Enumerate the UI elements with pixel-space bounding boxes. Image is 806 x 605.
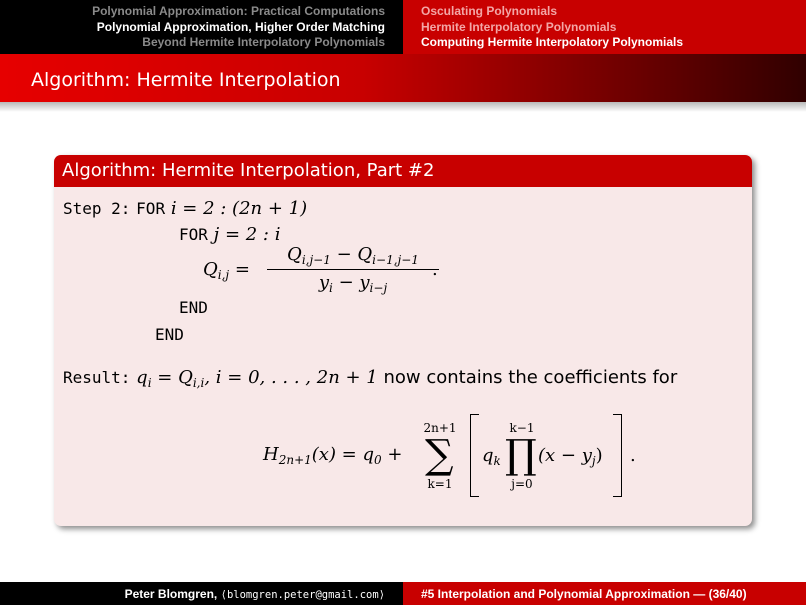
nav-section-2[interactable]: Polynomial Approximation, Higher Order Matching	[96, 19, 385, 34]
qk-term: $q_k$	[482, 445, 501, 468]
fraction-numerator: $Q_{i,j-1} - Q_{i-1,j-1}$	[287, 244, 419, 267]
recurrence-fraction	[267, 244, 439, 295]
prod-term: $(x - y_j)$	[538, 445, 603, 468]
sum-upper-limit: 2n+1	[423, 421, 457, 435]
footer-author	[0, 582, 403, 605]
step2-line	[63, 198, 307, 219]
section-nav	[0, 0, 403, 54]
nav-section-1[interactable]: Polynomial Approximation: Practical Computations	[92, 4, 385, 18]
for-keyword-inner: FOR	[179, 225, 208, 244]
title-shadow	[0, 102, 806, 112]
frame-title: Algorithm: Hermite Interpolation	[0, 54, 806, 102]
fraction-bar	[267, 269, 439, 270]
hermite-lhs: $H_{2n+1}(x) = q_0$ +	[263, 444, 403, 467]
prod-lower-limit: j=0	[511, 477, 533, 491]
sum-lower-limit: k=1	[427, 477, 453, 491]
fraction-denominator: $y_i - y_{i-j}$	[318, 272, 388, 295]
author-name: Peter Blomgren,	[124, 587, 218, 601]
left-bracket	[470, 414, 479, 497]
result-text: now contains the coefficients for	[383, 367, 678, 388]
result-label: Result:	[63, 368, 131, 387]
recurrence-lhs	[203, 259, 250, 282]
prod-symbol: ∏	[505, 432, 537, 478]
nav-section-3[interactable]: Beyond Hermite Interpolatory Polynomials	[142, 35, 385, 49]
result-q: q	[136, 367, 148, 388]
footer	[0, 582, 806, 605]
end-keyword-outer: END	[155, 325, 184, 344]
recurrence-period: .	[432, 259, 438, 280]
author-email: ⟨blomgren.peter@gmail.com⟩	[220, 589, 385, 601]
result-line: Result: $q_i = Q_{i,i}$, i = 0, . . . , 2n + 1 now contains the coefficients for	[63, 367, 678, 390]
right-bracket	[613, 414, 622, 497]
q-subscript: i,j	[217, 268, 230, 282]
inner-loop-range: j = 2 : i	[213, 224, 281, 245]
footer-lecture: #5 Interpolation and Polynomial Approximation — (36/40)	[403, 582, 806, 605]
formula-period: .	[630, 445, 636, 466]
block-body	[54, 187, 752, 526]
block-title: Algorithm: Hermite Interpolation, Part #2	[54, 155, 752, 187]
nav-subsection-2[interactable]: Hermite Interpolatory Polynomials	[421, 19, 617, 34]
for-keyword-outer: FOR	[136, 199, 166, 218]
sum-symbol: ∑	[425, 432, 454, 478]
nav-subsection-1[interactable]: Osculating Polynomials	[421, 4, 558, 18]
algorithm-block	[54, 155, 752, 526]
outer-loop-range: i = 2 : (2n + 1)	[170, 198, 308, 219]
prod-upper-limit: k−1	[509, 421, 535, 435]
top-navigation	[0, 0, 806, 54]
equals-sign: =	[234, 259, 250, 280]
step-label: Step 2:	[63, 199, 131, 218]
inner-for-line	[179, 224, 280, 245]
nav-subsection-3[interactable]: Computing Hermite Interpolatory Polynomials	[421, 35, 684, 49]
result-range: , i = 0, . . . , 2n + 1	[204, 367, 378, 388]
subsection-nav	[403, 0, 806, 54]
q-symbol: Q	[203, 259, 218, 280]
end-keyword-inner: END	[179, 298, 208, 317]
